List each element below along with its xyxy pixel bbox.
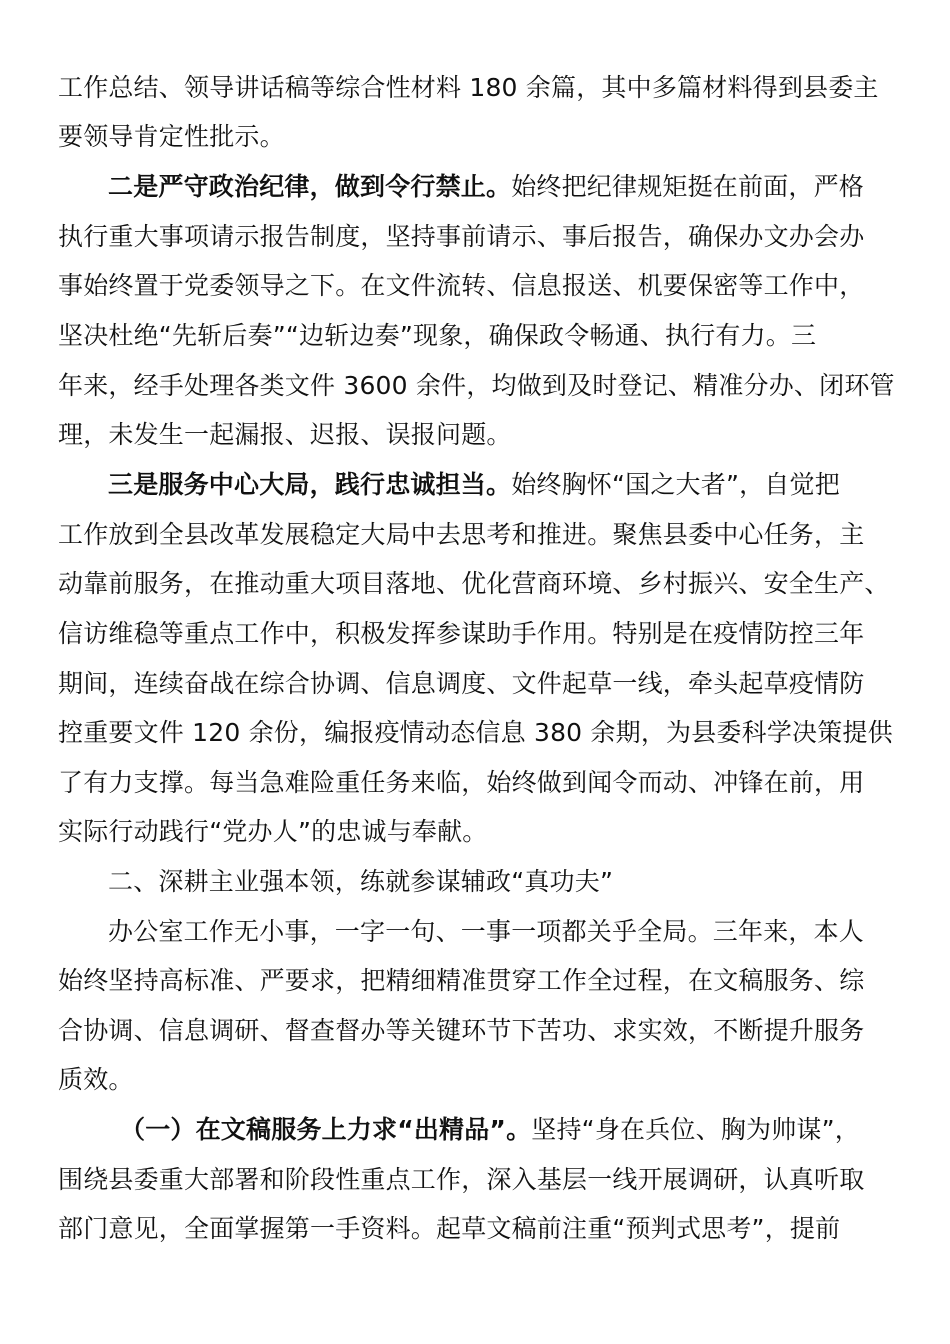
paragraph-text: 始终把纪律规矩挺在前面，严格 [511, 172, 865, 201]
paragraph-line: 实际行动践行“党办人”的忠诚与奉献。 [58, 817, 488, 846]
subsection-heading-bold: （一）在文稿服务上力求“出精品”。 [120, 1115, 532, 1144]
paragraph-line: 信访维稳等重点工作中，积极发挥参谋助手作用。特别是在疫情防控三年 [58, 619, 865, 648]
section-heading: 二、深耕主业强本领，练就参谋辅政“真功夫” [108, 867, 614, 896]
paragraph-line: 控重要文件 120 余份，编报疫情动态信息 380 余期，为县委科学决策提供 [58, 718, 893, 747]
paragraph-line: 了有力支撑。每当急难险重任务来临，始终做到闻令而动、冲锋在前，用 [58, 768, 865, 797]
paragraph-line: 坚决杜绝“先斩后奏”“边斩边奏”现象，确保政令畅通、执行有力。三 [58, 321, 817, 350]
paragraph-line: 年来，经手处理各类文件 3600 余件，均做到及时登记、精准分办、闭环管 [58, 371, 895, 400]
paragraph-line [108, 465, 948, 505]
paragraph-line: 工作总结、领导讲话稿等综合性材料 180 余篇，其中多篇材料得到县委主 [58, 73, 879, 102]
paragraph-line: 执行重大事项请示报告制度，坚持事前请示、事后报告，确保办文办会办 [58, 222, 865, 251]
paragraph-heading-bold: 二是严守政治纪律，做到令行禁止。 [108, 172, 512, 201]
paragraph-line: 围绕县委重大部署和阶段性重点工作，深入基层一线开展调研，认真听取 [58, 1165, 865, 1194]
paragraph-line: 始终坚持高标准、严要求，把精细精准贯穿工作全过程，在文稿服务、综 [58, 966, 865, 995]
paragraph-line: 工作放到全县改革发展稳定大局中去思考和推进。聚焦县委中心任务，主 [58, 520, 865, 549]
paragraph-line: 期间，连续奋战在综合协调、信息调度、文件起草一线，牵头起草疫情防 [58, 669, 865, 698]
paragraph-line [120, 1110, 950, 1150]
paragraph-line: 动靠前服务，在推动重大项目落地、优化营商环境、乡村振兴、安全生产、 [58, 569, 890, 598]
paragraph-text: 始终胸怀“国之大者”，自觉把 [511, 470, 840, 499]
paragraph-text: 坚持“身在兵位、胸为帅谋”， [531, 1115, 860, 1144]
paragraph-line: 要领导肯定性批示。 [58, 122, 285, 151]
paragraph-line: 办公室工作无小事，一字一句、一事一项都关乎全局。三年来，本人 [108, 917, 865, 946]
paragraph-line: 部门意见，全面掌握第一手资料。起草文稿前注重“预判式思考”，提前 [58, 1214, 841, 1243]
paragraph-heading-bold: 三是服务中心大局，践行忠诚担当。 [108, 470, 512, 499]
paragraph-line: 质效。 [58, 1065, 134, 1094]
paragraph-line [108, 167, 948, 207]
paragraph-line: 合协调、信息调研、督查督办等关键环节下苦功、求实效，不断提升服务 [58, 1016, 865, 1045]
paragraph-line: 事始终置于党委领导之下。在文件流转、信息报送、机要保密等工作中， [58, 271, 865, 300]
paragraph-line: 理，未发生一起漏报、迟报、误报问题。 [58, 420, 512, 449]
